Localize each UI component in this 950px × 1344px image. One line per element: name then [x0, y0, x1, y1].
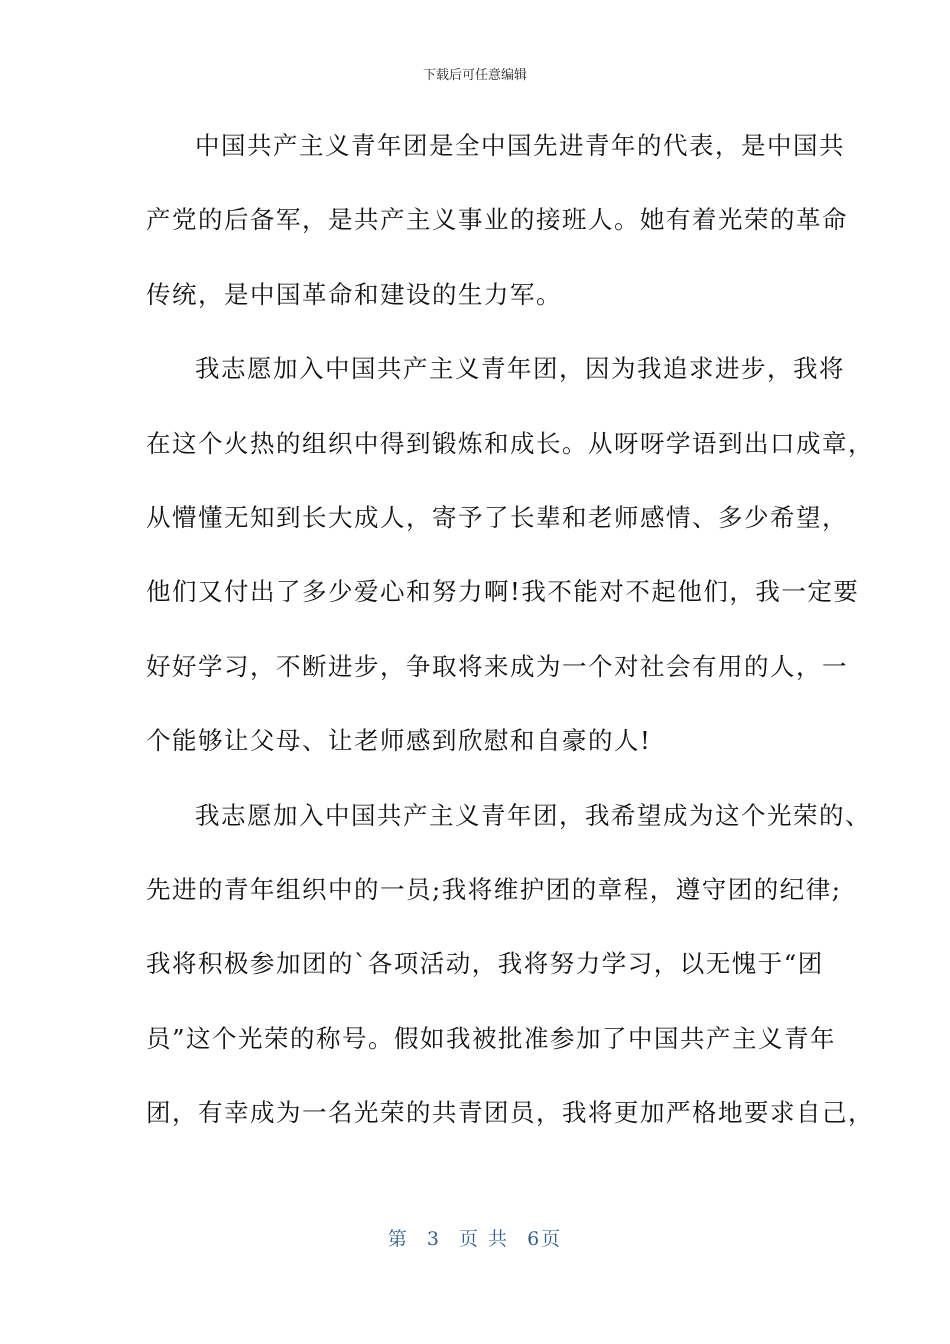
paragraph-2-line-3: 从懵懂无知到长大成人，寄予了长辈和老师感情、多少希望，: [146, 502, 848, 532]
paragraph-3-line-4: 员”这个光荣的称号。假如我被批准参加了中国共产主义青年: [146, 1023, 837, 1053]
paragraph-3-line-3: 我将积极参加团的`各项活动，我将努力学习，以无愧于“团: [146, 949, 824, 979]
paragraph-2-line-1: 我志愿加入中国共产主义青年团，因为我追求进步，我将: [195, 354, 845, 384]
paragraph-1-line-1: 中国共产主义青年团是全中国先进青年的代表，是中国共: [195, 131, 845, 160]
paragraph-3-line-5: 团，有幸成为一名光荣的共青团员，我将更加严格地要求自己，: [146, 1098, 874, 1128]
header-note: 下载后可任意编辑: [422, 68, 527, 83]
footer-prefix: 第: [387, 1228, 409, 1250]
paragraph-1-line-2: 产党的后备军，是共产主义事业的接班人。她有着光荣的革命: [146, 205, 848, 235]
paragraph-2-line-4: 他们又付出了多少爱心和努力啊!我不能对不起他们，我一定要: [146, 577, 860, 607]
body-text: [146, 118, 874, 1159]
paragraph-3-line-2: 先进的青年组织中的一员;我将维护团的章程，遵守团的纪律;: [146, 874, 842, 904]
paragraph-1-line-3: 传统，是中国革命和建设的生力军。: [146, 279, 562, 309]
paragraph-2-line-5: 好好学习，不断进步，争取将来成为一个对社会有用的人，一: [146, 651, 848, 681]
footer-total-pages: 6页: [527, 1228, 563, 1250]
paragraph-2-line-2: 在这个火热的组织中得到锻炼和成长。从呀呀学语到出口成章，: [146, 428, 874, 458]
footer-middle: 页 共: [459, 1228, 510, 1250]
page-footer: [0, 1224, 950, 1251]
paragraph-3-line-1: 我志愿加入中国共产主义青年团，我希望成为这个光荣的、: [195, 800, 871, 830]
footer-current-page: 3: [426, 1228, 441, 1250]
paragraph-2-line-6: 个能够让父母、让老师感到欣慰和自豪的人!: [146, 726, 652, 756]
